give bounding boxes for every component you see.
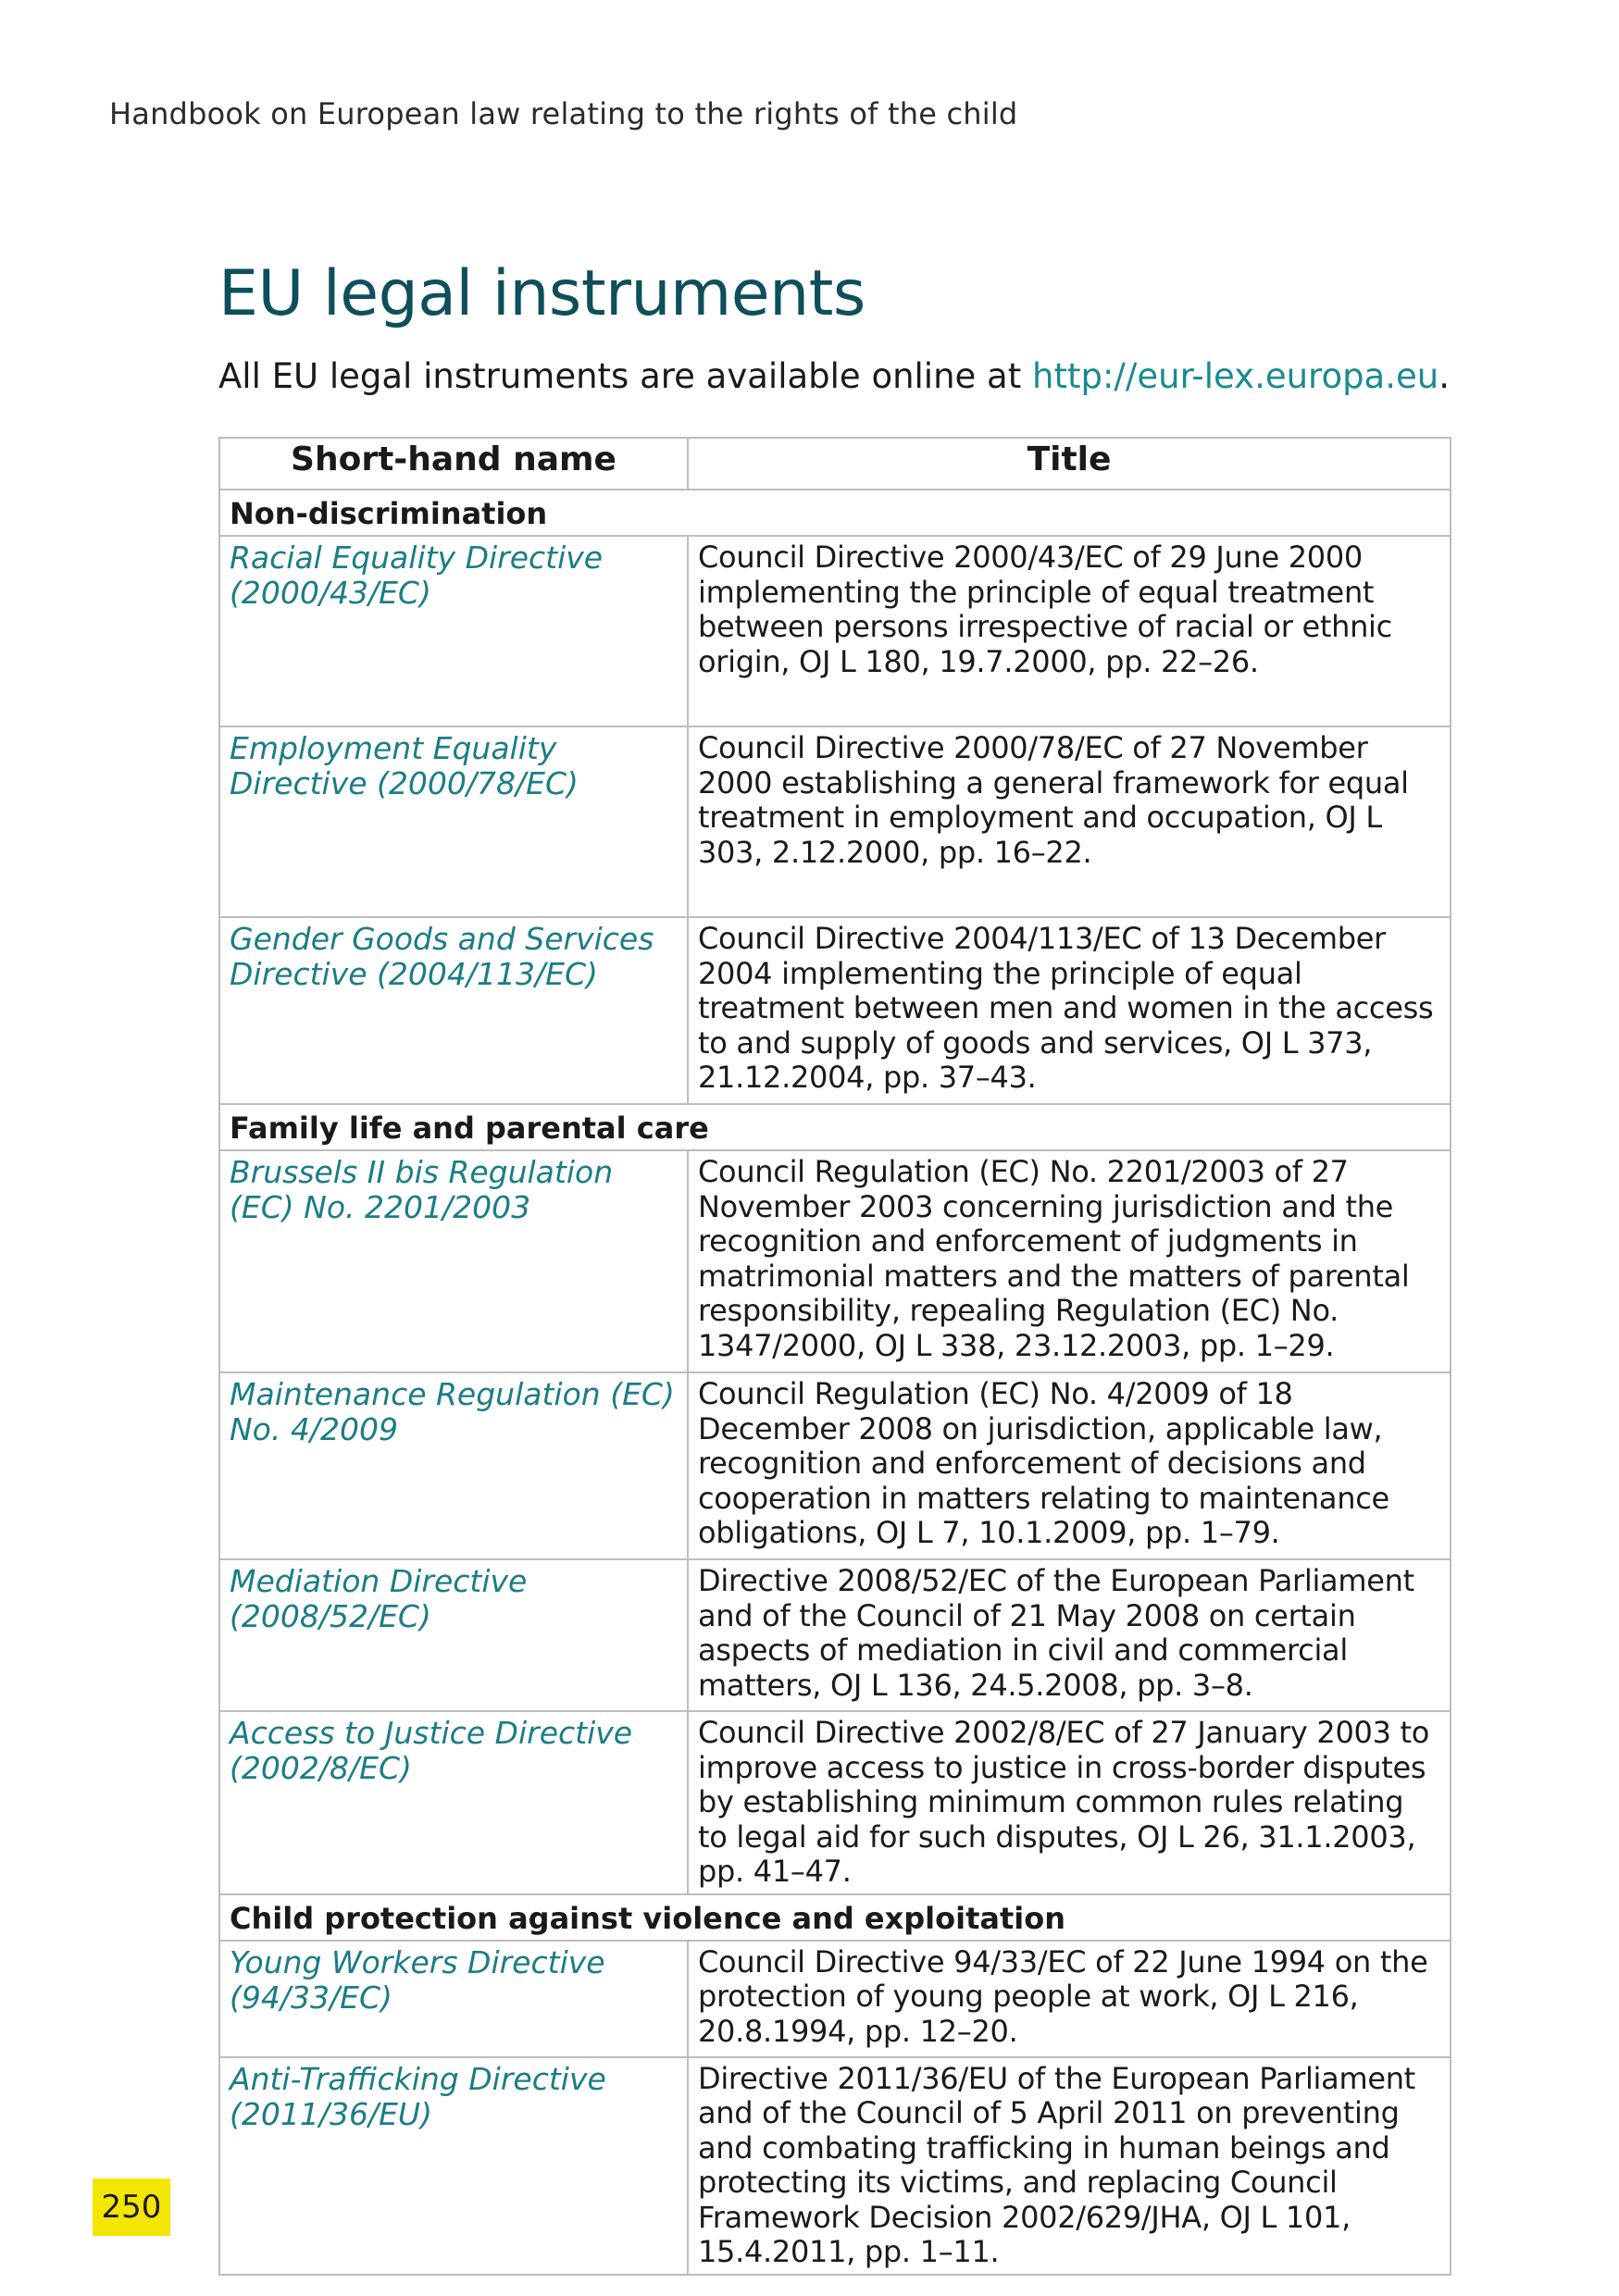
instrument-title: Council Directive 2002/8/EC of 27 January 2003 to improve access to justice in cross-border disputes by establishing minimum common rules relating to legal aid for such disputes, OJ L 26, 31.1.2003, pp. 41–47.: [688, 1711, 1451, 1894]
header-row: [219, 438, 1451, 490]
table-row: [219, 1559, 1451, 1711]
category-row: [219, 1104, 1451, 1150]
short-hand-name[interactable]: Mediation Directive (2008/52/EC): [219, 1559, 688, 1711]
short-hand-name[interactable]: Brussels II bis Regulation (EC) No. 2201/2003: [219, 1150, 688, 1372]
intro-paragraph: [218, 356, 1450, 396]
table-row: [219, 1372, 1451, 1559]
table-row: [219, 726, 1451, 917]
intro-end: .: [1438, 356, 1450, 396]
instrument-title: Council Regulation (EC) No. 2201/2003 of 27 November 2003 concerning jurisdiction and the recognition and enforcement of judgments in matrimonial matters and the matters of parental responsibility, repealing Regulation (EC) No. 1347/2000, OJ L 338, 23.12.2003, pp. 1–29.: [688, 1150, 1451, 1372]
instrument-title: Directive 2011/36/EU of the European Parliament and of the Council of 5 April 2011 on preventing and combating trafficking in human beings and protecting its victims, and replacing Council Framework Decision 2002/629/JHA, OJ L 101, 15.4.2011, pp. 1–11.: [688, 2057, 1451, 2275]
short-hand-name[interactable]: Employment Equality Directive (2000/78/EC): [219, 726, 688, 917]
instrument-title: Council Directive 94/33/EC of 22 June 1994 on the protection of young people at work, OJ L 216, 20.8.1994, pp. 12–20.: [688, 1941, 1451, 2057]
instrument-title: Directive 2008/52/EC of the European Parliament and of the Council of 21 May 2008 on certain aspects of mediation in civil and commercial matters, OJ L 136, 24.5.2008, pp. 3–8.: [688, 1559, 1451, 1711]
short-hand-name[interactable]: Racial Equality Directive (2000/43/EC): [219, 536, 688, 726]
table-row: [219, 536, 1451, 726]
table-row: [219, 2057, 1451, 2275]
category-row: [219, 1894, 1451, 1941]
category-row: [219, 490, 1451, 536]
instruments-table: [218, 437, 1451, 2276]
instrument-title: Council Regulation (EC) No. 4/2009 of 18 December 2008 on jurisdiction, applicable law, recognition and enforcement of decisions and cooperation in matters relating to maintenance obligations, OJ L 7, 10.1.2009, pp. 1–79.: [688, 1372, 1451, 1559]
short-hand-name[interactable]: Young Workers Directive (94/33/EC): [219, 1941, 688, 2057]
category-family-life: Family life and parental care: [219, 1104, 1451, 1150]
instrument-title: Council Directive 2004/113/EC of 13 December 2004 implementing the principle of equal treatment between men and women in the access to and supply of goods and services, OJ L 373, 21.12.2004, pp. 37–43.: [688, 917, 1451, 1104]
table-row: [219, 1150, 1451, 1372]
short-hand-name[interactable]: Gender Goods and Services Directive (2004/113/EC): [219, 917, 688, 1104]
instrument-title: Council Directive 2000/43/EC of 29 June 2000 implementing the principle of equal treatment between persons irrespective of racial or ethnic origin, OJ L 180, 19.7.2000, pp. 22–26.: [688, 536, 1451, 726]
short-hand-name[interactable]: Access to Justice Directive (2002/8/EC): [219, 1711, 688, 1894]
category-non-discrimination: Non-discrimination: [219, 490, 1451, 536]
header-title: Title: [688, 438, 1451, 490]
running-header: Handbook on European law relating to the rights of the child: [109, 96, 1018, 131]
intro-text: All EU legal instruments are available online at: [218, 356, 1033, 396]
section-title: EU legal instruments: [218, 257, 866, 330]
short-hand-name[interactable]: Anti-Trafficking Directive (2011/36/EU): [219, 2057, 688, 2275]
header-short-hand-name: Short-hand name: [219, 438, 688, 490]
page-number-badge: 250: [93, 2178, 170, 2236]
table-row: [219, 1941, 1451, 2057]
eur-lex-link[interactable]: http://eur-lex.europa.eu: [1032, 356, 1439, 396]
instrument-title: Council Directive 2000/78/EC of 27 November 2000 establishing a general framework for equal treatment in employment and occupation, OJ L 303, 2.12.2000, pp. 16–22.: [688, 726, 1451, 917]
category-child-protection: Child protection against violence and exploitation: [219, 1894, 1451, 1941]
short-hand-name[interactable]: Maintenance Regulation (EC) No. 4/2009: [219, 1372, 688, 1559]
table-row: [219, 917, 1451, 1104]
table-row: [219, 1711, 1451, 1894]
